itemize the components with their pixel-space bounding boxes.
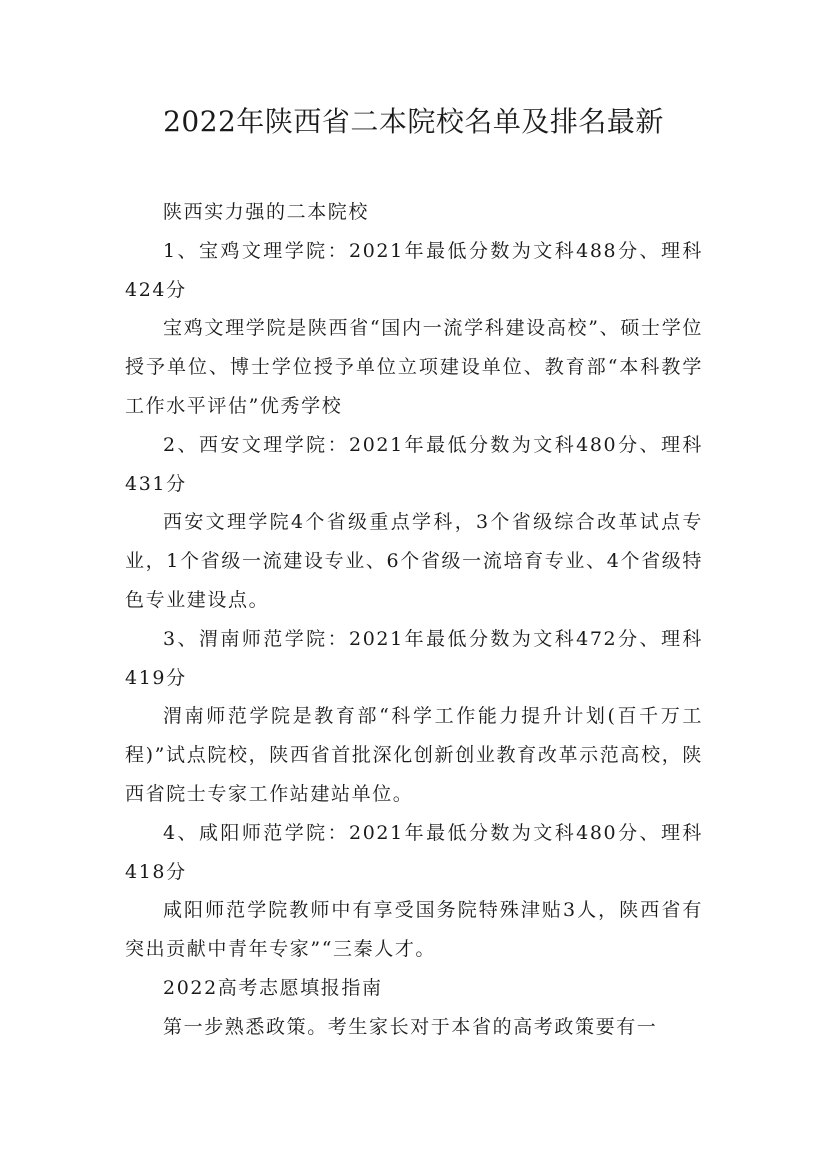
section-heading-guide: 2022高考志愿填报指南: [163, 976, 383, 999]
document-title: 2022年陕西省二本院校名单及排名最新: [163, 105, 664, 138]
paragraph-baoji-description: 宝鸡文理学院是陕西省“国内一流学科建设高校”、硕士学位授予单位、博士学位授予单位立项建设单位、教育部“本科教学工作水平评估”优秀学校: [125, 317, 703, 417]
list-item-xian-score: 2、西安文理学院：2021年最低分数为文科480分、理科431分: [125, 433, 703, 495]
section-heading-strong-colleges: 陕西实力强的二本院校: [163, 201, 370, 223]
document-body: [125, 193, 703, 1047]
paragraph-step-one: 第一步熟悉政策。考生家长对于本省的高考政策要有一: [163, 1015, 658, 1038]
list-item-weinan-score: 3、渭南师范学院：2021年最低分数为文科472分、理科419分: [125, 627, 703, 689]
list-item-baoji-score: 1、宝鸡文理学院：2021年最低分数为文科488分、理科424分: [125, 239, 703, 301]
paragraph-xianyang-description: 咸阳师范学院教师中有享受国务院特殊津贴3人，陕西省有突出贡献中青年专家”“三秦人才。: [125, 899, 703, 961]
list-item-xianyang-score: 4、咸阳师范学院：2021年最低分数为文科480分、理科418分: [125, 821, 703, 883]
paragraph-xian-description: 西安文理学院4个省级重点学科，3个省级综合改革试点专业，1个省级一流建设专业、6个省级一流培育专业、4个省级特色专业建设点。: [125, 511, 703, 611]
paragraph-weinan-description: 渭南师范学院是教育部“科学工作能力提升计划(百千万工程)”试点院校，陕西省首批深化创新创业教育改革示范高校，陕西省院士专家工作站建站单位。: [125, 705, 703, 805]
